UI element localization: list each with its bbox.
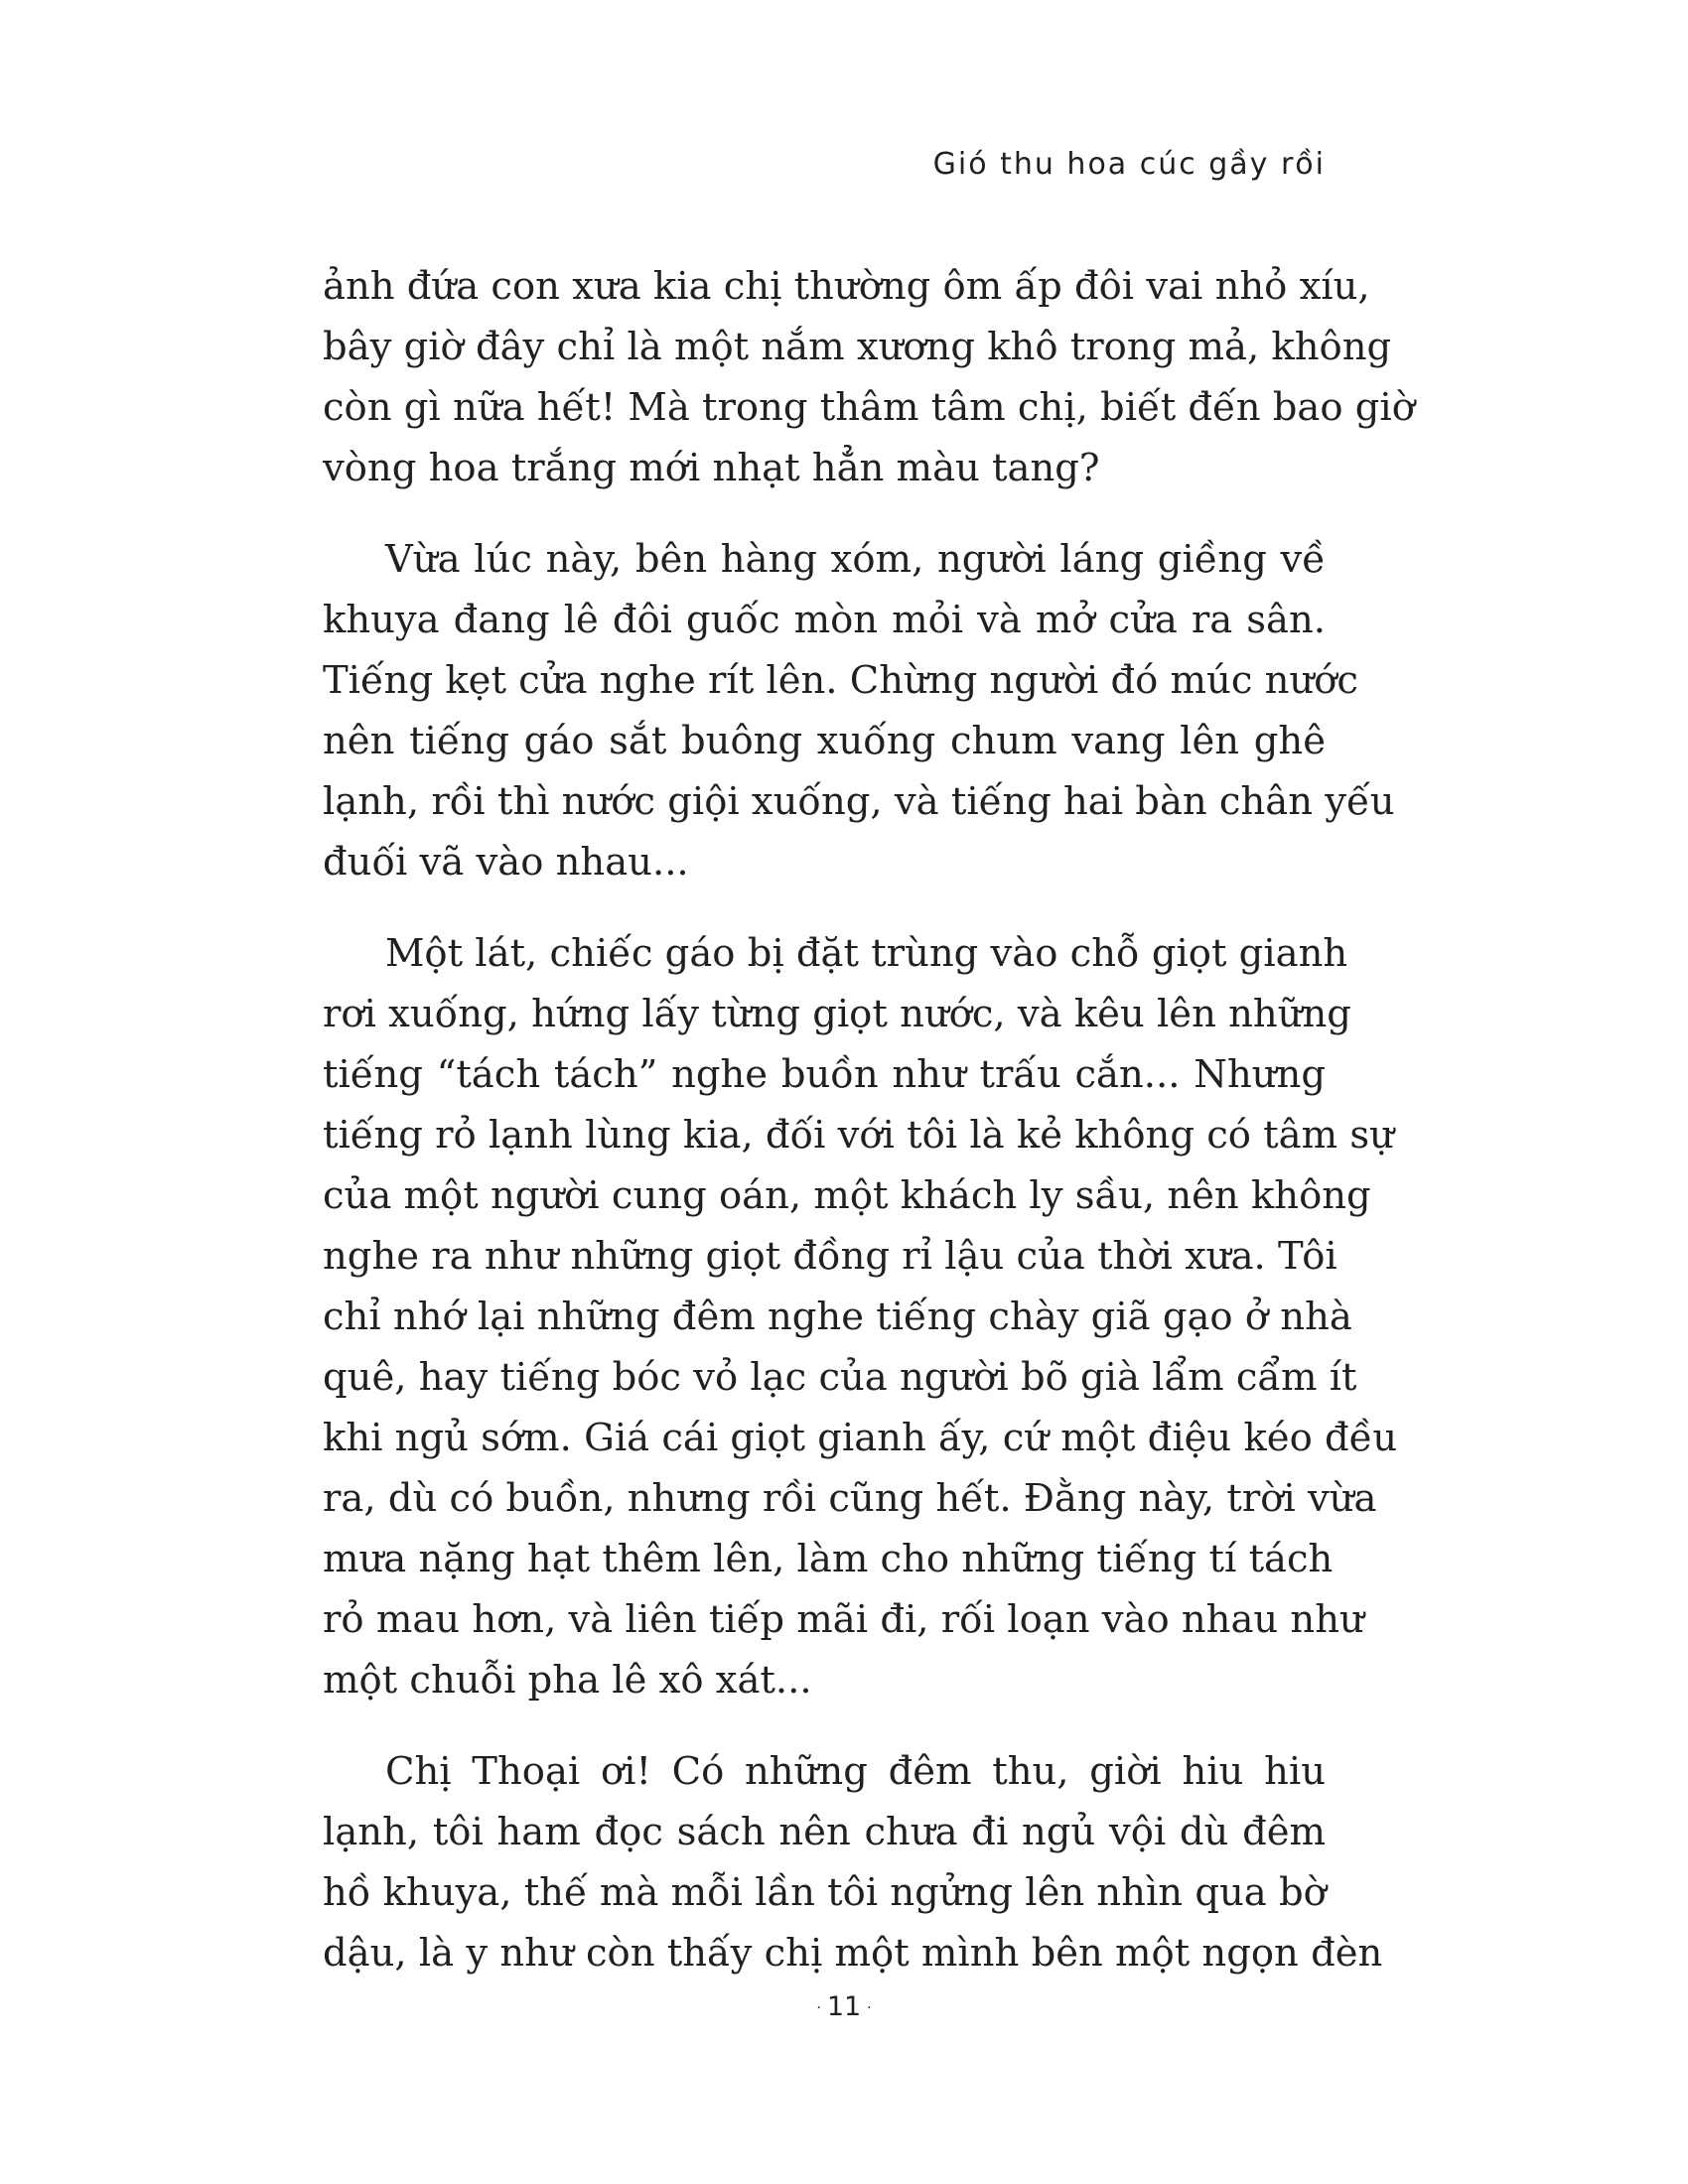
page-number-value: 11 <box>826 1991 862 2022</box>
text-line: tiếng “tách tách” nghe buồn như trấu cắn... Nhưng <box>323 1052 1326 1097</box>
text-line: chỉ nhớ lại những đêm nghe tiếng chày giã gạo ở nhà <box>323 1295 1352 1339</box>
text-line: Vừa lúc này, bên hàng xóm, người láng giềng về <box>385 537 1326 582</box>
text-line: lạnh, tôi ham đọc sách nên chưa đi ngủ vội dù đêm <box>323 1810 1326 1854</box>
running-header-title: Gió thu hoa cúc gầy rồi <box>932 147 1326 182</box>
text-line: khi ngủ sớm. Giá cái giọt gianh ấy, cứ một điệu kéo đều <box>323 1416 1398 1460</box>
folio-dot-right: · <box>867 1999 872 2016</box>
text-line: mưa nặng hạt thêm lên, làm cho những tiếng tí tách <box>323 1537 1334 1581</box>
text-line: dậu, là y như còn thấy chị một mình bên một ngọn đèn <box>323 1931 1383 1976</box>
text-line: tiếng rỏ lạnh lùng kia, đối với tôi là kẻ không có tâm sự <box>323 1113 1394 1158</box>
text-line: bây giờ đây chỉ là một nắm xương khô trong mả, không <box>323 325 1392 369</box>
text-line: Chị Thoại ơi! Có những đêm thu, giời hiu hiu <box>385 1749 1326 1794</box>
text-line: còn gì nữa hết! Mà trong thâm tâm chị, biết đến bao giờ <box>323 385 1415 430</box>
text-line: một chuỗi pha lê xô xát... <box>323 1658 812 1703</box>
text-line: nên tiếng gáo sắt buông xuống chum vang lên ghê <box>323 719 1326 763</box>
text-line: hồ khuya, thế mà mỗi lần tôi ngửng lên nhìn qua bờ <box>323 1870 1327 1915</box>
text-line: khuya đang lê đôi guốc mòn mỏi và mở cửa ra sân. <box>323 598 1326 642</box>
body-text <box>323 256 1415 1983</box>
text-line: vòng hoa trắng mới nhạt hẳn màu tang? <box>323 446 1100 490</box>
text-line: của một người cung oán, một khách ly sầu, nên không <box>323 1173 1371 1218</box>
text-line: rơi xuống, hứng lấy từng giọt nước, và kêu lên những <box>323 992 1351 1036</box>
page-number <box>0 1991 1688 2022</box>
text-line: Tiếng kẹt cửa nghe rít lên. Chừng người đó múc nước <box>323 658 1358 703</box>
text-line: Một lát, chiếc gáo bị đặt trùng vào chỗ giọt gianh <box>385 931 1348 976</box>
folio-dot-left: · <box>816 1999 821 2016</box>
text-line: rỏ mau hơn, và liên tiếp mãi đi, rối loạn vào nhau như <box>323 1597 1364 1642</box>
text-line: ảnh đứa con xưa kia chị thường ôm ấp đôi vai nhỏ xíu, <box>323 264 1370 309</box>
text-line: quê, hay tiếng bóc vỏ lạc của người bõ già lẩm cẩm ít <box>323 1355 1357 1400</box>
text-line: nghe ra như những giọt đồng rỉ lậu của thời xưa. Tôi <box>323 1234 1337 1279</box>
text-line: ra, dù có buồn, nhưng rồi cũng hết. Đằng này, trời vừa <box>323 1476 1377 1521</box>
text-line: đuối vã vào nhau... <box>323 840 689 885</box>
text-line: lạnh, rồi thì nước giội xuống, và tiếng hai bàn chân yếu <box>323 779 1395 824</box>
